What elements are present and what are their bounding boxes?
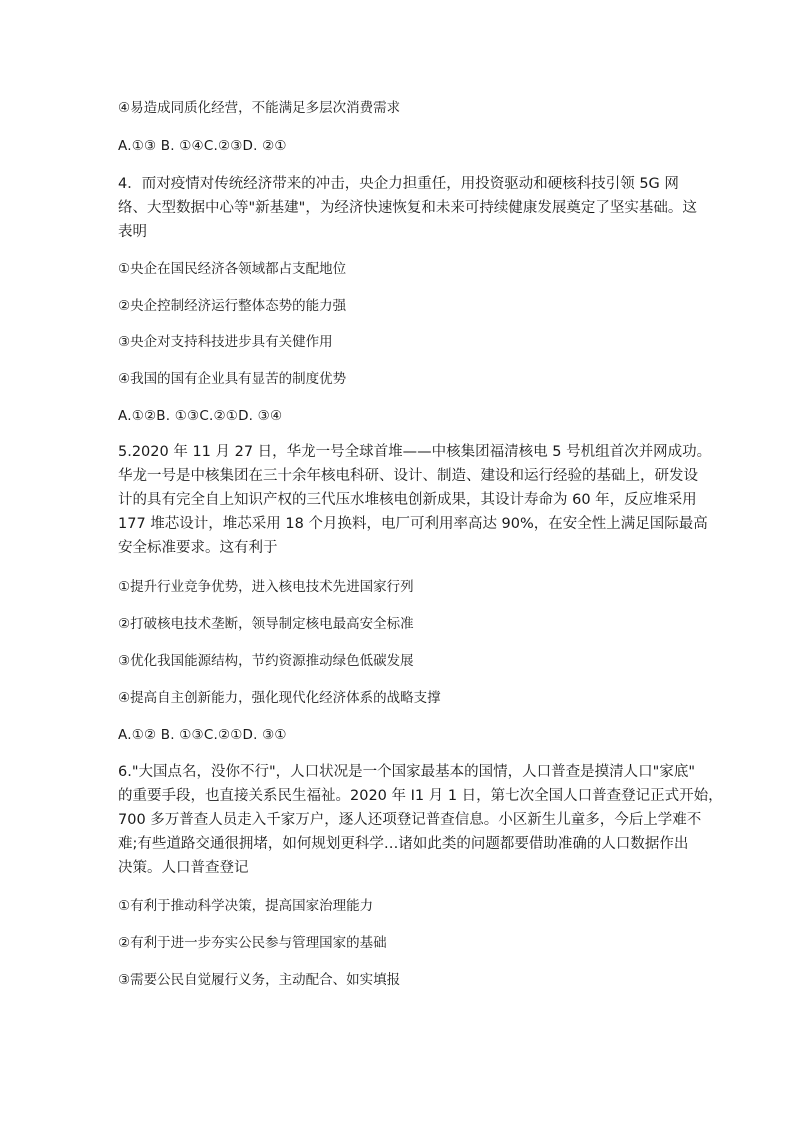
- q5-option-2: ②打破核电技术垄断，领导制定核电最高安全标准: [118, 616, 414, 632]
- q6-stem-line: 难;有些道路交通很拥堵，如何规划更科学…诸如此类的问题都要借助准确的人口数据作出: [118, 836, 689, 852]
- q4-option-2: ②央企控制经济运行整体态势的能力强: [118, 298, 347, 314]
- q4-option-1: ①央企在国民经济各领域都占支配地位: [118, 261, 347, 277]
- q5-stem: [118, 440, 712, 560]
- q5-option-3: ③优化我国能源结构，节约资源推动绿色低碳发展: [118, 653, 414, 669]
- q4-stem-line: 表明: [118, 224, 147, 240]
- q6-option-3: ③需要公民自觉履行义务，主动配合、如实填报: [118, 972, 401, 988]
- q5-stem-line: 5.2020 年 11 月 27 日，华龙一号全球首堆——中核集团福清核电 5 号机组首次并网成功。: [118, 444, 712, 460]
- q5-option-4: ④提高自主创新能力，强化现代化经济体系的战略支撑: [118, 690, 441, 706]
- q6-stem-line: 决策。人口普查登记: [118, 860, 249, 876]
- q3-option-4: ④易造成同质化经营，不能满足多层次消费需求: [118, 100, 401, 116]
- q5-stem-line: 177 堆芯设计，堆芯采用 18 个月换料，电厂可利用率高达 90%，在安全性上满足国际最高: [118, 516, 708, 532]
- q4-stem: [118, 172, 697, 244]
- q4-answer-choices: A.①②B. ①③C.②①D. ③④: [118, 408, 283, 424]
- q5-stem-line: 华龙一号是中核集团在三十余年核电科研、设计、制造、建设和运行经验的基础上，研发设: [118, 468, 698, 484]
- q3-answer-choices: A.①③ B. ①④C.②③D. ②①: [118, 138, 287, 154]
- q6-stem-line: 的重要手段，也直接关系民生福祉。2020 年 I1 月 1 日，第七次全国人口普查登记正式开始，: [118, 788, 723, 804]
- q4-stem-line: 4．而对疫情对传统经济带来的冲击，央企力担重任，用投资驱动和硬核科技引领 5G 网: [118, 176, 679, 192]
- q4-stem-line: 络、大型数据中心等"新基建"，为经济快速恢复和未来可持续健康发展奠定了坚实基础。这: [118, 200, 697, 216]
- q6-option-1: ①有利于推动科学决策，提高国家治理能力: [118, 898, 374, 914]
- q4-option-4: ④我国的国有企业具有显苦的制度优势: [118, 371, 347, 387]
- q6-stem: [118, 760, 723, 880]
- q5-stem-line: 安全标准要求。这有利于: [118, 540, 278, 556]
- q6-stem-line: 700 多万普查人员走入千家万户，逐人还项登记普查信息。小区新生儿童多，今后上学难不: [118, 812, 702, 828]
- q5-option-1: ①提升行业竞争优势，进入核电技术先进国家行列: [118, 579, 414, 595]
- q5-stem-line: 计的具有完全自上知识产权的三代压水堆核电创新成果，其设计寿命为 60 年，反应堆采用: [118, 492, 697, 508]
- q4-option-3: ③央企对支持科技进步具有关健作用: [118, 334, 333, 350]
- q6-stem-line: 6."大国点名，没你不行"，人口状况是一个国家最基本的国情，人口普查是摸清人口"家底": [118, 764, 696, 780]
- q5-answer-choices: A.①② B. ①③C.②①D. ③①: [118, 727, 287, 743]
- q6-option-2: ②有利于进一步夯实公民参与管理国家的基础: [118, 935, 387, 951]
